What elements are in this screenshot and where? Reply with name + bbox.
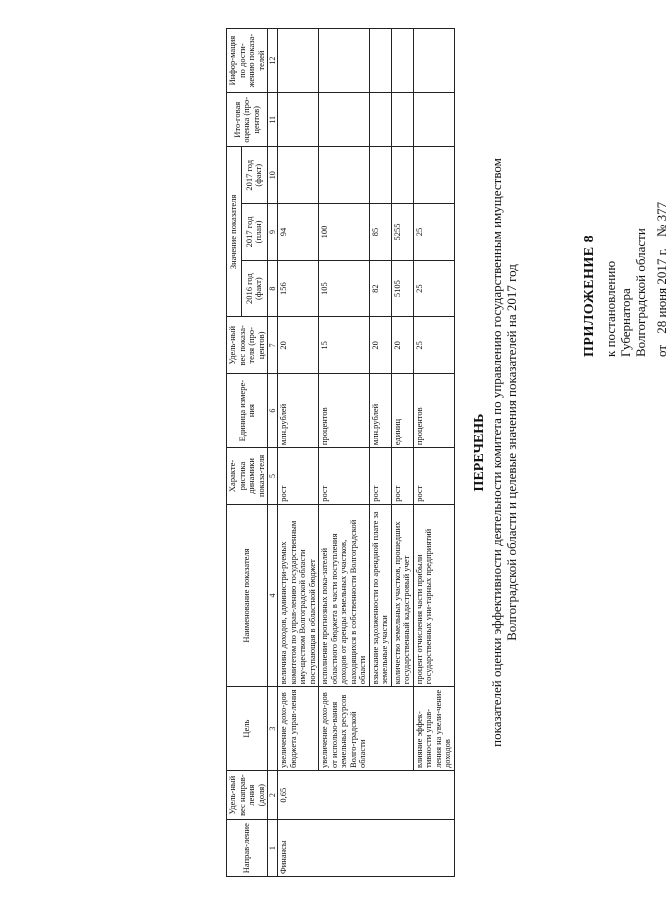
document-heading: ПЕРЕЧЕНЬ bbox=[472, 413, 487, 492]
cell-total bbox=[413, 93, 454, 147]
header-2016-fact: 2016 год (факт) bbox=[241, 260, 267, 317]
cell-dynamics: рост bbox=[319, 448, 370, 505]
decree-prefix: от bbox=[654, 344, 669, 357]
cell-2017-fact bbox=[369, 147, 391, 204]
document-subtitle-2: Волгоградской области и целевые значения показателей на 2017 год bbox=[504, 264, 519, 641]
header-2017-plan: 2017 год (план) bbox=[241, 204, 267, 261]
column-number: 12 bbox=[268, 29, 278, 93]
cell-dynamics: рост bbox=[391, 448, 413, 505]
cell-dynamics: рост bbox=[413, 448, 454, 505]
cell-2016-fact: 25 bbox=[413, 260, 454, 317]
column-number: 3 bbox=[268, 687, 278, 771]
header-direction: Направ-ление bbox=[227, 820, 268, 877]
cell-indicator-weight: 20 bbox=[278, 317, 319, 374]
cell-2016-fact: 5105 bbox=[391, 260, 413, 317]
cell-2016-fact: 82 bbox=[369, 260, 391, 317]
cell-2017-plan: 5255 bbox=[391, 204, 413, 261]
cell-info bbox=[391, 29, 413, 93]
cell-total bbox=[278, 93, 319, 147]
cell-2017-fact bbox=[413, 147, 454, 204]
column-number: 7 bbox=[268, 317, 278, 374]
header-info: Инфор-мация по дости-жению показа-телей bbox=[227, 29, 268, 93]
cell-unit: млн.рублей bbox=[369, 374, 391, 448]
cell-info bbox=[369, 29, 391, 93]
cell-indicator: величина доходов, администри-руемых комитетом по управ-лению государственным иму-ществом Волгоградской области поступающая в областной бюджет bbox=[278, 504, 319, 686]
column-number: 1 bbox=[268, 820, 278, 877]
column-number: 4 bbox=[268, 504, 278, 686]
table-body bbox=[278, 29, 455, 877]
header-weight: Удель-ный вес направ-ления (доля) bbox=[227, 771, 268, 820]
header-value-group: Значение показателя bbox=[227, 147, 242, 317]
column-number: 9 bbox=[268, 204, 278, 261]
cell-2016-fact: 156 bbox=[278, 260, 319, 317]
cell-indicator: процент отчисления части прибыли государственных уни-тарных предприятий bbox=[413, 504, 454, 686]
cell-unit: единиц bbox=[391, 374, 413, 448]
appendix-line-3: Волгоградской области bbox=[633, 228, 648, 357]
cell-info bbox=[319, 29, 370, 93]
column-number: 6 bbox=[268, 374, 278, 448]
header-goal: Цель bbox=[227, 687, 268, 771]
cell-info bbox=[278, 29, 319, 93]
header-total: Ито-говая оценка (про-центов) bbox=[227, 93, 268, 147]
indicators-table bbox=[226, 28, 455, 877]
cell-indicator-weight: 25 bbox=[413, 317, 454, 374]
cell-2017-plan: 25 bbox=[413, 204, 454, 261]
cell-2017-fact bbox=[278, 147, 319, 204]
header-indicator: Наименование показателя bbox=[227, 504, 268, 686]
cell-2017-plan: 85 bbox=[369, 204, 391, 261]
header-2017-fact: 2017 год (факт) bbox=[241, 147, 267, 204]
cell-2017-fact bbox=[319, 147, 370, 204]
cell-total bbox=[369, 93, 391, 147]
cell-dynamics: рост bbox=[278, 448, 319, 505]
cell-goal: увеличение дохо-дов от использо-вания земельных ресурсов Волго-градской области bbox=[319, 687, 414, 771]
cell-indicator: количество земельных участков, прошедших государственный кадастровый учет bbox=[391, 504, 413, 686]
cell-2016-fact: 105 bbox=[319, 260, 370, 317]
cell-2017-plan: 94 bbox=[278, 204, 319, 261]
column-number-row bbox=[268, 29, 278, 877]
column-number: 5 bbox=[268, 448, 278, 505]
table-row bbox=[319, 29, 370, 877]
decree-line bbox=[654, 57, 669, 357]
column-number: 11 bbox=[268, 93, 278, 147]
cell-goal: увеличение дохо-дов бюджета управ-ления bbox=[278, 687, 319, 771]
cell-unit: процентов bbox=[413, 374, 454, 448]
cell-goal: влияние эффек-тивности управ-ления на увели-чение доходов bbox=[413, 687, 454, 771]
column-number: 8 bbox=[268, 260, 278, 317]
header-indicator-weight: Удель-ный вес показа-теля (про-центов) bbox=[227, 317, 268, 374]
appendix-line-1: к постановлению bbox=[603, 260, 618, 357]
cell-direction: Финансы bbox=[278, 820, 455, 877]
appendix-title: ПРИЛОЖЕНИЕ 8 bbox=[582, 234, 597, 357]
cell-dynamics: рост bbox=[369, 448, 391, 505]
decree-number: № 377 bbox=[654, 201, 669, 237]
cell-weight: 0,65 bbox=[278, 771, 455, 820]
cell-indicator: взыскание задолженности по арендной плате за земельные участки bbox=[369, 504, 391, 686]
cell-indicator-weight: 15 bbox=[319, 317, 370, 374]
cell-total bbox=[319, 93, 370, 147]
decree-date: 28 июня 2017 г. bbox=[654, 248, 669, 334]
cell-unit: млн.рублей bbox=[278, 374, 319, 448]
column-number: 2 bbox=[268, 771, 278, 820]
column-number: 10 bbox=[268, 147, 278, 204]
table-row bbox=[278, 29, 319, 877]
header-row-1 bbox=[227, 29, 242, 877]
document-subtitle-1: показателей оценки эффективности деятельности комитета по управлению государственным имуществом bbox=[489, 158, 504, 747]
cell-total bbox=[391, 93, 413, 147]
header-dynamics: Характе-ристика динамики показа-теля bbox=[227, 448, 268, 505]
appendix-block bbox=[582, 57, 669, 357]
header-unit: Единица измере-ния bbox=[227, 374, 268, 448]
cell-info bbox=[413, 29, 454, 93]
cell-indicator-weight: 20 bbox=[391, 317, 413, 374]
cell-indicator: исполнение прогнозных пока-зателей областного бюджета в части поступления доходов от аренды земельных участков, находящихся в собственности Волгоградской области bbox=[319, 504, 370, 686]
cell-indicator-weight: 20 bbox=[369, 317, 391, 374]
document-title bbox=[472, 60, 519, 845]
cell-2017-plan: 100 bbox=[319, 204, 370, 261]
cell-unit: процентов bbox=[319, 374, 370, 448]
appendix-line-2: Губернатора bbox=[618, 288, 633, 357]
table-row bbox=[413, 29, 454, 877]
cell-2017-fact bbox=[391, 147, 413, 204]
